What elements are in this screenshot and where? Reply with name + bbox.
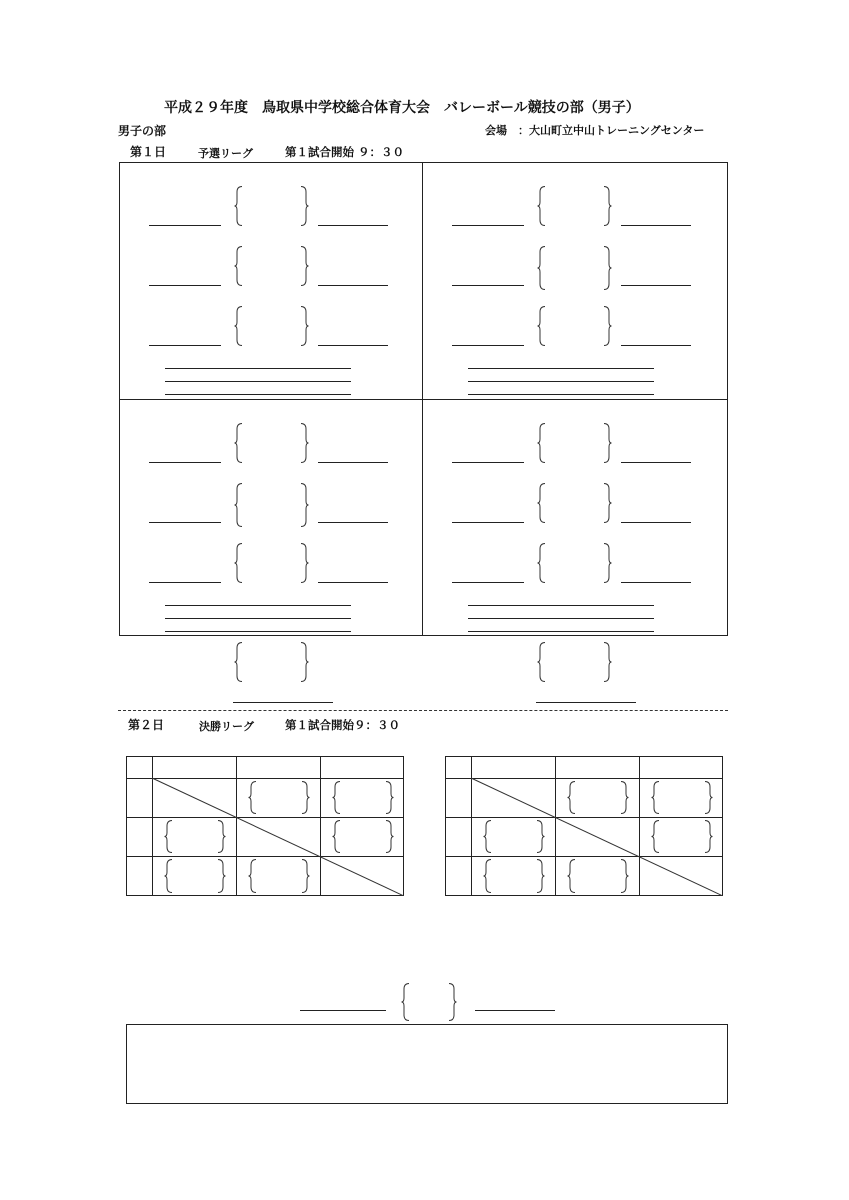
brace-left <box>234 246 244 286</box>
team-right-line <box>318 285 388 286</box>
team-left-line <box>452 462 524 463</box>
cell-brace-left <box>567 781 577 814</box>
brace-right <box>299 483 309 527</box>
team-left-line <box>149 345 221 346</box>
rank-line <box>165 618 351 619</box>
cell-brace-left <box>248 859 258 893</box>
rank-line <box>468 368 654 369</box>
cell-brace-right <box>703 781 713 814</box>
cell-brace-left <box>483 859 493 893</box>
brace-left <box>537 186 547 226</box>
team-right-line <box>621 345 691 346</box>
brace-right <box>447 983 457 1021</box>
brace-left <box>234 483 244 527</box>
team-left-line <box>149 582 221 583</box>
brace-right <box>602 306 612 346</box>
team-right-line <box>318 225 388 226</box>
brace-right <box>299 246 309 286</box>
cell-brace-left <box>164 820 174 853</box>
brace-right <box>299 306 309 346</box>
venue-label: 会場 ：大山町立中山トレーニングセンター <box>485 124 705 137</box>
day1-label: 第１日 <box>130 145 167 159</box>
brace-left <box>537 423 547 463</box>
rank-line <box>468 381 654 382</box>
cell-brace-right <box>300 859 310 893</box>
team-left-line <box>452 345 524 346</box>
team-right-line <box>621 522 691 523</box>
brace-left <box>234 186 244 226</box>
rank-line <box>165 381 351 382</box>
cell-brace-left <box>651 781 661 814</box>
cell-brace-left <box>332 820 342 853</box>
cell-brace-right <box>300 781 310 814</box>
rank-line <box>468 605 654 606</box>
brace-right <box>299 423 309 463</box>
cell-brace-right <box>703 820 713 853</box>
team-right-line <box>621 225 691 226</box>
cell-brace-left <box>248 781 258 814</box>
grid-horizontal-divider <box>119 399 728 400</box>
team-right-line <box>318 462 388 463</box>
day2-label: 第２日 <box>128 718 165 732</box>
brace-left <box>537 306 547 346</box>
team-left-line <box>452 225 524 226</box>
team-left-line <box>149 225 221 226</box>
brace-left <box>537 246 547 290</box>
cell-brace-right <box>216 820 226 853</box>
brace-right <box>299 642 309 682</box>
brace-right <box>299 543 309 583</box>
team-left-line <box>452 582 524 583</box>
team-right-line <box>318 522 388 523</box>
team-right-line <box>621 285 691 286</box>
brace-right <box>602 246 612 290</box>
brace-left <box>537 642 547 682</box>
brace-left <box>234 306 244 346</box>
day2-start: 第１試合開始９：３０ <box>285 718 400 732</box>
cell-brace-left <box>483 820 493 853</box>
cell-brace-right <box>384 781 394 814</box>
day1-league: 予選リーグ <box>198 147 253 160</box>
team-right-line <box>318 345 388 346</box>
brace-left <box>234 543 244 583</box>
rank-line <box>165 368 351 369</box>
brace-left <box>234 642 244 682</box>
team-left-line <box>149 285 221 286</box>
cell-brace-right <box>619 859 629 893</box>
cell-brace-right <box>535 859 545 893</box>
team-right-line <box>621 462 691 463</box>
brace-left <box>401 983 411 1021</box>
brace-right <box>602 642 612 682</box>
rank-line <box>468 394 654 395</box>
championship-right-line <box>475 1010 555 1011</box>
brace-right <box>602 186 612 226</box>
division-label: 男子の部 <box>118 124 167 138</box>
brace-right <box>602 543 612 583</box>
results-box <box>126 1024 728 1104</box>
team-right-line <box>621 582 691 583</box>
team-left-line <box>452 285 524 286</box>
day-separator <box>118 710 728 711</box>
day1-start: 第１試合開始 ９：３０ <box>285 145 405 159</box>
cell-brace-right <box>619 781 629 814</box>
team-right-line <box>318 582 388 583</box>
day2-league: 決勝リーグ <box>199 720 254 733</box>
championship-left-line <box>300 1010 386 1011</box>
team-left-line <box>149 462 221 463</box>
result-line <box>536 702 636 703</box>
cell-brace-left <box>567 859 577 893</box>
rank-line <box>468 618 654 619</box>
cell-brace-left <box>164 859 174 893</box>
cell-brace-left <box>332 781 342 814</box>
cell-brace-right <box>216 859 226 893</box>
result-line <box>233 702 333 703</box>
brace-left <box>537 483 547 523</box>
brace-left <box>234 423 244 463</box>
cell-brace-right <box>384 820 394 853</box>
rank-line <box>165 631 351 632</box>
brace-left <box>537 543 547 583</box>
rank-line <box>468 631 654 632</box>
cell-brace-left <box>651 820 661 853</box>
team-left-line <box>149 522 221 523</box>
rank-line <box>165 394 351 395</box>
brace-right <box>602 483 612 523</box>
page-title: 平成２９年度 鳥取県中学校総合体育大会 バレーボール競技の部（男子） <box>164 100 640 116</box>
rank-line <box>165 605 351 606</box>
brace-right <box>602 423 612 463</box>
cell-brace-right <box>535 820 545 853</box>
brace-right <box>299 186 309 226</box>
team-left-line <box>452 522 524 523</box>
